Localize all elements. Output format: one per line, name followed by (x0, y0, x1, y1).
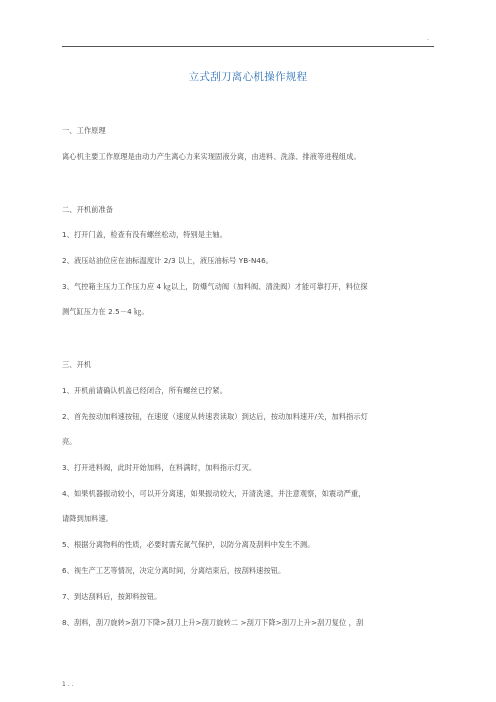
list-item-prep-3-cont: 测气缸压力在 2.5－4 ㎏。 (62, 307, 149, 316)
list-item-start-6: 6、视生产工艺等情况，决定分离时间，分离结束后，按刮料速按钮。 (62, 566, 286, 575)
list-item-prep-1: 1、打开门盖，检查有没有螺丝松动，特别是主轴。 (62, 230, 228, 239)
footer-mark: 1 . . (62, 681, 74, 688)
section-heading-preparation: 二、开机前准备 (62, 205, 114, 214)
section-heading-startup: 三、开机 (62, 360, 92, 369)
list-item-start-1: 1、开机前请确认机盖已经闭合，所有螺丝已拧紧。 (62, 386, 228, 395)
list-item-start-3: 3、打开进料阀，此时开始加料，在料满时，加料指示灯灭。 (62, 463, 257, 472)
list-item-start-8: 8、刮料，刮刀旋转>刮刀下降>刮刀上升>刮刀旋转二 >刮刀下降>刮刀上升>刮刀复位 ，刮 (62, 618, 364, 627)
list-item-prep-3: 3、气控箱主压力工作压力应 4 ㎏以上，防爆气动阀（加料阀、清洗阀）才能可靠打开，料位探 (62, 282, 368, 291)
header-rule (62, 46, 434, 47)
paragraph-principle: 离心机主要工作原理是由动力产生离心力来实现固液分离，由进料、洗涤、排液等进程组成。 (62, 152, 361, 161)
list-item-start-5: 5、根据分离物料的性质，必要时需充氮气保护，以防分离及刮料中发生不测。 (62, 540, 315, 549)
list-item-start-4-cont: 请降到加料速。 (62, 514, 114, 523)
header-mark: . (427, 35, 429, 42)
list-item-start-7: 7、到达刮料后，按卸料按钮。 (62, 592, 162, 601)
document-title: 立式刮刀离心机操作规程 (188, 71, 308, 83)
list-item-start-2-cont: 亮。 (62, 437, 77, 446)
list-item-start-4: 4、如果机器振动较小，可以开分离速，如果振动较大，开清洗速，并注意观察，如震动严重， (62, 489, 366, 498)
list-item-start-2: 2、首先按动加料速按钮，在速度（速度从转速表读取）到达后，按动加料速开/关，加料指示灯 (62, 412, 368, 421)
list-item-prep-2: 2、液压站油位应在油标温度计 2/3 以上，液压油标号 YB-N46。 (62, 256, 274, 265)
section-heading-principle: 一、工作原理 (62, 126, 106, 135)
